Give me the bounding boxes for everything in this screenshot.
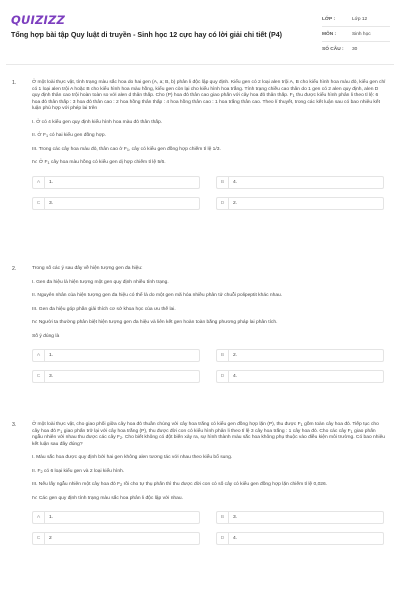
statement: II. $F_2$ có 6 loại kiểu gen và 2 loại kiểu hình. [32, 468, 125, 474]
option-text: 2. [233, 200, 238, 206]
header-divider [6, 64, 394, 65]
option-b[interactable] [216, 176, 384, 189]
option-text: 2 [49, 536, 52, 541]
option-b[interactable] [216, 349, 384, 362]
statement: I. Gen đa hiệu là hiện tượng một gen quy định nhiều tính trạng. [32, 279, 169, 285]
option-letter: A [33, 177, 45, 188]
option-text: 1. [49, 353, 54, 358]
statement: IV. Các gen quy định tính trạng màu sắc hoa phân li độc lập với nhau. [32, 495, 183, 501]
option-c[interactable] [32, 197, 200, 210]
option-a[interactable] [32, 176, 200, 189]
option-d[interactable] [216, 370, 384, 383]
statement: Số ý đúng là [32, 333, 60, 339]
meta-row-subject [322, 27, 390, 42]
option-letter: D [217, 371, 229, 382]
option-text: 4. [233, 179, 238, 185]
statement: II. Ở $F_1$ có hai kiểu gen đồng hợp. [32, 133, 106, 138]
option-text: 2. [233, 353, 238, 358]
meta-label: SỐ CÂU : [322, 47, 344, 52]
meta-value: Sinh học [352, 31, 371, 37]
option-text: 1. [49, 515, 54, 520]
option-letter: C [33, 371, 45, 382]
quizizz-logo: QUIZIZZ [11, 13, 66, 27]
meta-value: Lớp 12 [352, 16, 368, 22]
option-c[interactable] [32, 532, 200, 545]
option-text: 1. [49, 179, 54, 185]
statement: III. Gen đa hiệu góp phần giải thích cơ sở khoa học của ưu thế lai. [32, 306, 176, 312]
meta-label: MÔN : [322, 31, 337, 37]
option-letter: B [217, 512, 229, 523]
option-letter: A [33, 350, 45, 361]
option-a[interactable] [32, 511, 200, 524]
option-text: 4. [233, 374, 238, 379]
statement: IV. Ở $F_1$ cây hoa màu hồng có kiểu gen dị hợp chiếm tỉ lệ 5/6. [32, 160, 166, 165]
statement: III. Nếu lấy ngẫu nhiên một cây hoa đỏ $F_2$ rồi cho tự thụ phấn thì thu được đời con có số cây có kiểu gen đồng hợp lặn chiếm tỉ lệ 0,026. [32, 482, 328, 487]
meta-row-class [322, 12, 390, 27]
page-title: Tổng hợp bài tập Quy luật di truyền - Sinh học 12 cực hay có lời giải chi tiết (P4) [11, 31, 283, 39]
option-c[interactable] [32, 370, 200, 383]
statement: I. Ở có 4 kiểu gen quy định kiểu hình hoa màu đỏ thân thấp. [32, 119, 163, 125]
option-text: 4. [233, 536, 238, 541]
option-letter: C [33, 533, 45, 544]
statement: IV. Người ta thường phân biệt hiện tượng gen đa hiệu và liên kết gen hoàn toàn bằng phương pháp lai phân tích. [32, 320, 278, 325]
option-letter: D [217, 533, 229, 544]
meta-row-count [322, 42, 390, 57]
option-a[interactable] [32, 349, 200, 362]
question-1 [12, 80, 392, 210]
option-letter: B [217, 350, 229, 361]
question-number: 3. [12, 422, 17, 428]
meta-table [322, 12, 390, 57]
meta-label: LỚP : [322, 16, 336, 22]
statement: III. Trong các cây hoa màu đỏ, thân cao ở $F_1$, cây có kiểu gen đồng hợp chiếm tỉ lệ 1/3. [32, 146, 221, 152]
option-d[interactable] [216, 532, 384, 545]
option-d[interactable] [216, 197, 384, 210]
option-letter: D [217, 198, 229, 209]
question-number: 2. [12, 266, 17, 272]
option-letter: B [217, 177, 229, 188]
question-3 [12, 422, 392, 545]
option-letter: A [33, 512, 45, 523]
statement: II. Nguyên nhân của hiện tượng gen đa hiệu có thể là do một gen mã hóa nhiều phân tử chuỗi polipeptit khác nhau. [32, 293, 283, 298]
statement: I. Màu sắc hoa được quy định bởi hai gen không alen tương tác với nhau theo kiểu bổ sung. [32, 455, 233, 460]
option-letter: C [33, 198, 45, 209]
question-2 [12, 266, 392, 383]
option-text: 3. [233, 515, 238, 520]
page-header [0, 0, 400, 64]
question-number: 1. [12, 80, 17, 86]
question-stem: Ở một loài thực vật, cho giao phối giữa cây hoa đỏ thuần chủng với cây hoa trắng có kiểu gen đồng hợp lặn (P), thu được $F_1$ gồm toàn cây hoa đỏ. Tiếp tục cho cây hoa đỏ $F_1$ giao phấn trở lại với cây hoa trắng (P), thu được đời con có kiểu hình phân li theo tỉ lệ 3 cây hoa trắng : 1 cây hoa đỏ. Cho các cây $F_1$ giao phấn ngẫu nhiên với nhau thu được các cây $F_2$. Cho biết không có đột biến xảy ra, sự hình thành màu sắc hoa không phụ thuộc vào điều kiện môi trường. Có bao nhiêu kết luận sau đây đúng? [32, 422, 386, 447]
question-stem: Trong số các ý sau đây về hiện tượng gen đa hiệu: [32, 266, 143, 271]
option-b[interactable] [216, 511, 384, 524]
option-text: 3. [49, 374, 54, 379]
option-text: 3. [49, 200, 54, 206]
meta-value: 30 [352, 47, 358, 52]
question-stem: Ở một loài thực vật, tính trạng màu sắc hoa do hai gen (A, a; B, b) phân li độc lập quy định. Kiểu gen có 2 loại alen trội A, B cho kiểu hình hoa màu đỏ, kiểu gen chỉ có 1 loại alen trội A hoặc B cho kiểu hình hoa màu hồng, kiểu gen còn lại cho kiểu hình hoa trắng. Tính trạng chiều cao thân do 1 gen có 2 alen quy định, alen D quy định thân cao trội hoàn toàn so với alen d thân thấp. Cho (P) hoa đỏ thân cao giao phấn với cây hoa đỏ thân thấp. $F_1$ thu được kiểu hình phân li theo tỉ lệ: 6 hoa đỏ thân thấp : 3 hoa đỏ thân cao : 2 hoa hồng thân thấp : 4 hoa hồng thân cao : 1 hoa trắng thân cao. Theo lí thuyết, trong các kết luận sau có bao nhiêu kết luận phù hợp với phép lai trên [32, 80, 386, 111]
